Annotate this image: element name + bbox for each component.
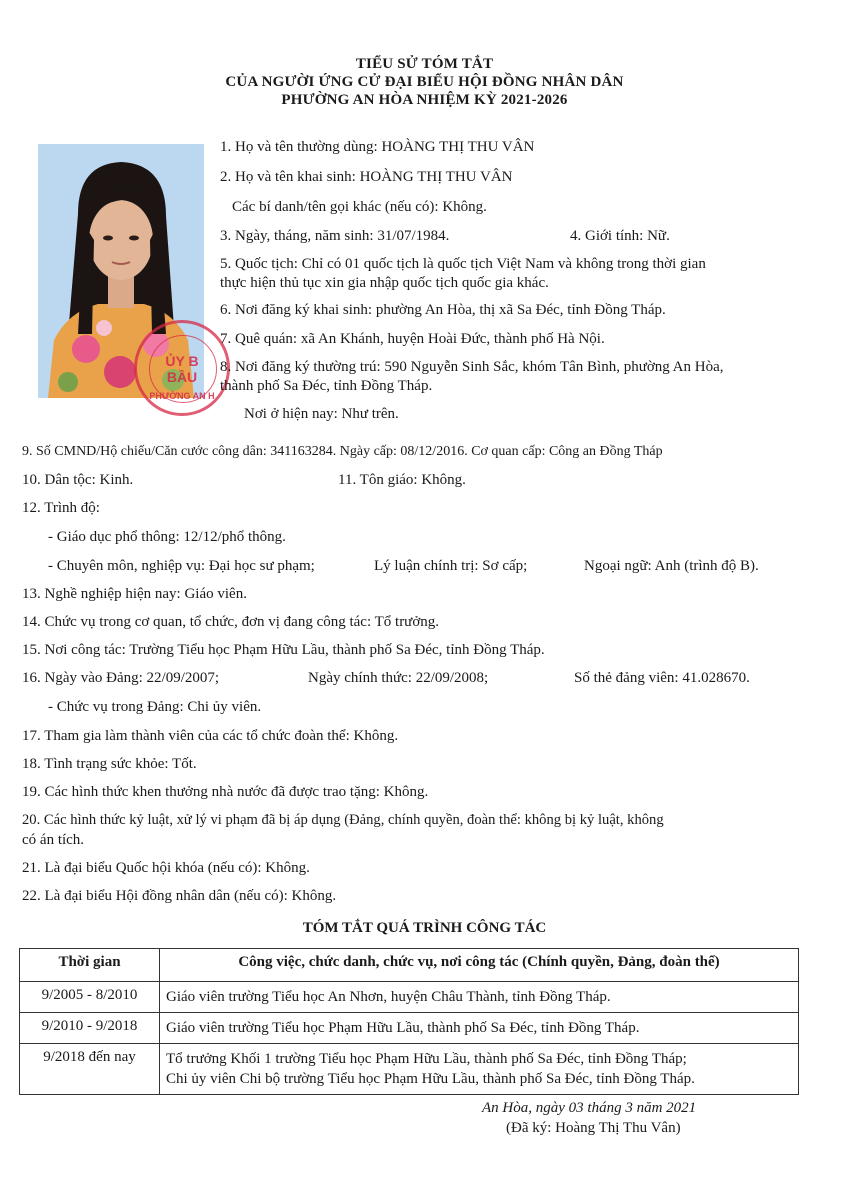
item-2-alias: Các bí danh/tên gọi khác (nếu có): Không. <box>232 199 487 215</box>
item-8-current: Nơi ở hiện nay: Như trên. <box>244 406 399 422</box>
stamp-text-3: PHƯỜNG AN H <box>149 391 215 401</box>
row-time: 9/2018 đến nay <box>20 1044 160 1095</box>
item-9: 9. Số CMND/Hộ chiếu/Căn cước công dân: 341163284. Ngày cấp: 08/12/2016. Cơ quan cấp: Công an Đồng Tháp <box>22 444 663 459</box>
item-12-specialty: - Chuyên môn, nghiệp vụ: Đại học sư phạm; <box>48 558 315 574</box>
row-time: 9/2005 - 8/2010 <box>20 982 160 1013</box>
work-history-title: TÓM TẮT QUÁ TRÌNH CÔNG TÁC <box>302 920 547 936</box>
signature-place-date: An Hòa, ngày 03 tháng 3 năm 2021 <box>482 1100 697 1116</box>
item-12-language: Ngoại ngữ: Anh (trình độ B). <box>584 558 759 574</box>
item-4: 4. Giới tính: Nữ. <box>570 228 670 244</box>
item-16-position: - Chức vụ trong Đảng: Chi ủy viên. <box>48 699 262 715</box>
row-job <box>160 1044 799 1095</box>
row-job: Giáo viên trường Tiểu học Phạm Hữu Lầu, thành phố Sa Đéc, tỉnh Đồng Tháp. <box>160 1013 799 1044</box>
item-22: 22. Là đại biểu Hội đồng nhân dân (nếu có): Không. <box>22 888 337 904</box>
signature-signed: (Đã ký: Hoàng Thị Thu Vân) <box>506 1120 681 1136</box>
item-7: 7. Quê quán: xã An Khánh, huyện Hoài Đức, thành phố Hà Nội. <box>220 331 605 347</box>
doc-title-line-2: CỦA NGƯỜI ỨNG CỬ ĐẠI BIỂU HỘI ĐỒNG NHÂN DÂN <box>225 74 624 90</box>
item-8-line-1: 8. Nơi đăng ký thường trú: 590 Nguyễn Sinh Sắc, khóm Tân Bình, phường An Hòa, <box>220 359 724 375</box>
col-job-header: Công việc, chức danh, chức vụ, nơi công tác (Chính quyền, Đảng, đoàn thể) <box>160 949 799 982</box>
work-history-table <box>19 948 799 1095</box>
item-11: 11. Tôn giáo: Không. <box>338 472 466 488</box>
official-stamp <box>134 320 230 416</box>
item-3: 3. Ngày, tháng, năm sinh: 31/07/1984. <box>220 228 450 244</box>
item-6: 6. Nơi đăng ký khai sinh: phường An Hòa, thị xã Sa Đéc, tỉnh Đồng Tháp. <box>220 302 666 318</box>
doc-title-line-1: TIỂU SỬ TÓM TẮT <box>355 56 494 72</box>
item-20-line-1: 20. Các hình thức kỷ luật, xử lý vi phạm đã bị áp dụng (Đảng, chính quyền, đoàn thể: không bị kỷ luật, không <box>22 812 664 828</box>
item-5-line-1: 5. Quốc tịch: Chỉ có 01 quốc tịch là quốc tịch Việt Nam và không trong thời gian <box>220 256 706 272</box>
item-12: 12. Trình độ: <box>22 500 100 516</box>
stamp-text-1: ỦY B <box>165 353 199 369</box>
table-header-row <box>20 949 799 982</box>
item-17: 17. Tham gia làm thành viên của các tổ chức đoàn thể: Không. <box>22 728 399 744</box>
item-12-politics: Lý luận chính trị: Sơ cấp; <box>374 558 528 574</box>
item-16-official: Ngày chính thức: 22/09/2008; <box>308 670 489 686</box>
table-row <box>20 1044 799 1095</box>
item-20-line-2: có án tích. <box>22 832 85 848</box>
doc-title-line-3: PHƯỜNG AN HÒA NHIỆM KỲ 2021-2026 <box>281 92 568 108</box>
item-8-line-2: thành phố Sa Đéc, tỉnh Đồng Tháp. <box>220 378 433 394</box>
item-2: 2. Họ và tên khai sinh: HOÀNG THỊ THU VÂN <box>220 169 513 185</box>
item-16-join: 16. Ngày vào Đảng: 22/09/2007; <box>22 670 220 686</box>
item-1: 1. Họ và tên thường dùng: HOÀNG THỊ THU VÂN <box>220 139 535 155</box>
table-row <box>20 1013 799 1044</box>
row-job: Giáo viên trường Tiểu học An Nhơn, huyện Châu Thành, tỉnh Đồng Tháp. <box>160 982 799 1013</box>
item-21: 21. Là đại biểu Quốc hội khóa (nếu có): Không. <box>22 860 310 876</box>
item-16-card: Số thẻ đảng viên: 41.028670. <box>574 670 750 686</box>
item-18: 18. Tình trạng sức khỏe: Tốt. <box>22 756 197 772</box>
item-10: 10. Dân tộc: Kinh. <box>22 472 134 488</box>
row-job-line-2: Chi ủy viên Chi bộ trường Tiểu học Phạm Hữu Lầu, thành phố Sa Đéc, tỉnh Đồng Tháp. <box>166 1071 695 1087</box>
row-job-line-1: Tổ trưởng Khối 1 trường Tiểu học Phạm Hữu Lầu, thành phố Sa Đéc, tỉnh Đồng Tháp; <box>166 1051 687 1067</box>
item-5-line-2: thực hiện thủ tục xin gia nhập quốc tịch quốc gia khác. <box>220 275 549 291</box>
item-15: 15. Nơi công tác: Trường Tiểu học Phạm Hữu Lầu, thành phố Sa Đéc, tỉnh Đồng Tháp. <box>22 642 545 658</box>
stamp-text-2: BẦU <box>166 369 198 385</box>
item-13: 13. Nghề nghiệp hiện nay: Giáo viên. <box>22 586 247 602</box>
item-12-general: - Giáo dục phổ thông: 12/12/phổ thông. <box>48 529 286 545</box>
table-row <box>20 982 799 1013</box>
col-time-header: Thời gian <box>20 949 160 982</box>
row-time: 9/2010 - 9/2018 <box>20 1013 160 1044</box>
item-19: 19. Các hình thức khen thưởng nhà nước đã được trao tặng: Không. <box>22 784 429 800</box>
item-14: 14. Chức vụ trong cơ quan, tổ chức, đơn vị đang công tác: Tổ trưởng. <box>22 614 439 630</box>
